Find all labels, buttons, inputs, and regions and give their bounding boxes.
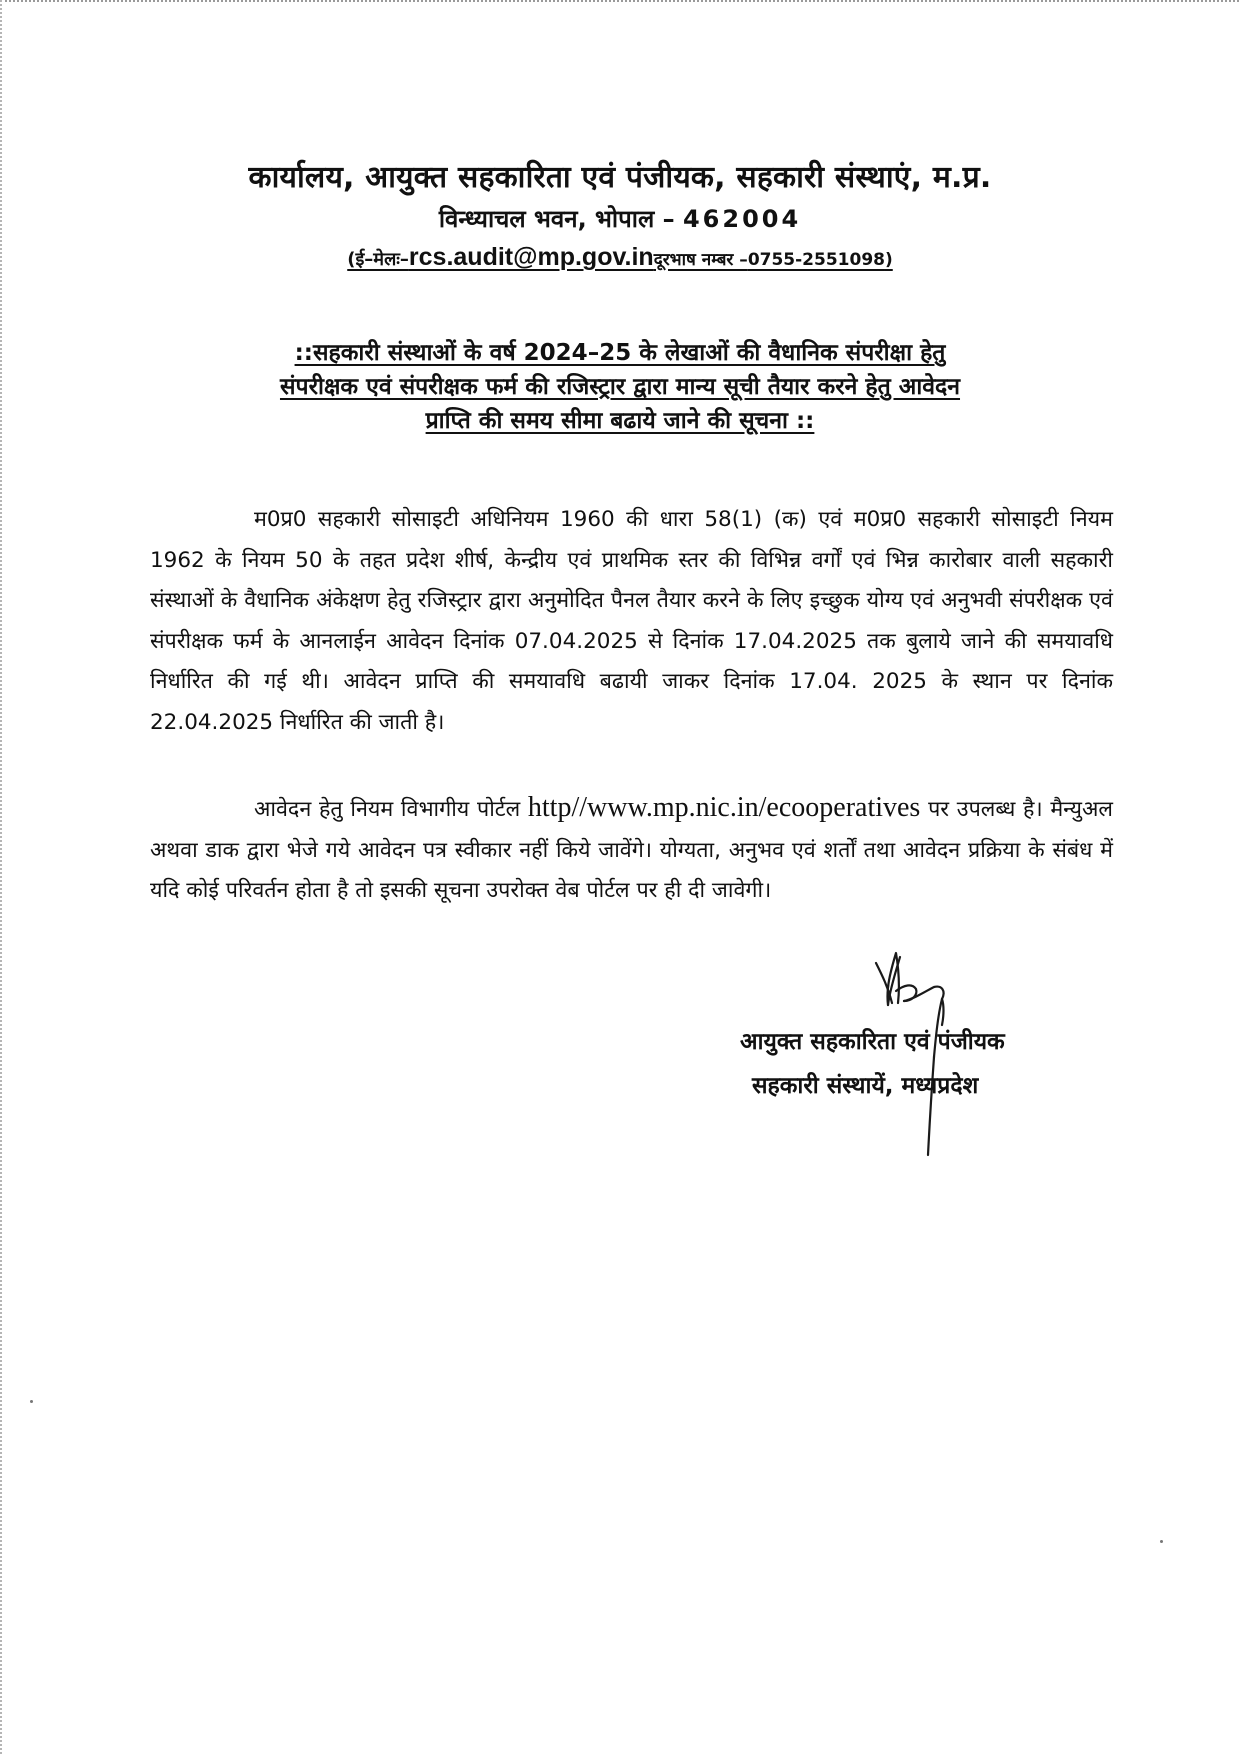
address-text: विन्ध्याचल भवन, भोपाल – (438, 205, 675, 233)
para2-rest: पर उपलब्ध है। मैन्युअल अथवा डाक द्वारा भेजे गये आवेदन पत्र स्वीकार नहीं किये जावेंगे। योग्यता, अनुभव एवं शर्तों तथा आवेदन प्रक्रिया के संबंध में यदि कोई परिवर्तन होता है तो इसकी सूचना उपरोक्त वेब पोर्टल पर ही दी जावेगी। (150, 797, 1113, 903)
email-address[interactable]: rcs.audit@mp.gov.in (408, 243, 654, 271)
scan-speck (30, 1400, 33, 1403)
contact-line (120, 243, 1120, 272)
signatory-organization: सहकारी संस्थायें, मध्यप्रदेश (752, 1073, 979, 1099)
signatory-title: आयुक्त सहकारिता एवं पंजीयक (740, 1029, 1005, 1055)
phone-number: 0755-2551098 (747, 250, 885, 270)
body-paragraph-1: म0प्र0 सहकारी सोसाइटी अधिनियम 1960 की धारा 58(1) (क) एवं म0प्र0 सहकारी सोसाइटी नियम 1962 के नियम 50 के तहत प्रदेश शीर्ष, केन्द्रीय एवं प्राथमिक स्तर की विभिन्न वर्गों एवं भिन्न कारोबार वाली सहकारी संस्थाओं के वैधानिक अंकेक्षण हेतु रजिस्ट्रार द्वारा अनुमोदित पैनल तैयार करने के लिए इच्छुक योग्य एवं अनुभवी संपरीक्षक एवं संपरीक्षक फर्म के आनलाईन आवेदन दिनांक 07.04.2025 से दिनांक 17.04.2025 तक बुलाये जाने की समयावधि निर्धारित की गई थी। आवेदन प्राप्ति की समयावधि बढायी जाकर दिनांक 17.04. 2025 के स्थान पर दिनांक 22.04.2025 निर्धारित की जाती है। (150, 507, 1113, 735)
contact-open: (ई–मेलः– (347, 249, 409, 270)
scan-edge-left (0, 0, 8, 1754)
subject-line-1: ::सहकारी संस्थाओं के वर्ष 2024–25 के लेखाओं की वैधानिक संपरीक्षा हेतु (294, 340, 946, 366)
scan-edge-top (0, 0, 1239, 10)
office-address (120, 202, 1120, 235)
notice-subject (130, 336, 1110, 438)
contact-close: ) (884, 250, 893, 270)
subject-line-3: प्राप्ति की समय सीमा बढाये जाने की सूचना :: (425, 408, 815, 434)
subject-line-2: संपरीक्षक एवं संपरीक्षक फर्म की रजिस्ट्रार द्वारा मान्य सूची तैयार करने हेतु आवेदन (279, 374, 961, 400)
para2-intro: आवेदन हेतु नियम विभागीय पोर्टल (254, 797, 521, 822)
address-pincode: 462004 (682, 205, 802, 233)
office-heading: कार्यालय, आयुक्त सहकारिता एवं पंजीयक, सहकारी संस्थाएं, म.प्र. (248, 160, 992, 195)
scan-speck (1160, 1540, 1163, 1543)
body-paragraph-2 (150, 788, 1113, 912)
phone-label: दूरभाष नम्बर – (653, 250, 748, 270)
portal-url[interactable]: http//www.mp.nic.in/ecooperatives (527, 792, 921, 823)
